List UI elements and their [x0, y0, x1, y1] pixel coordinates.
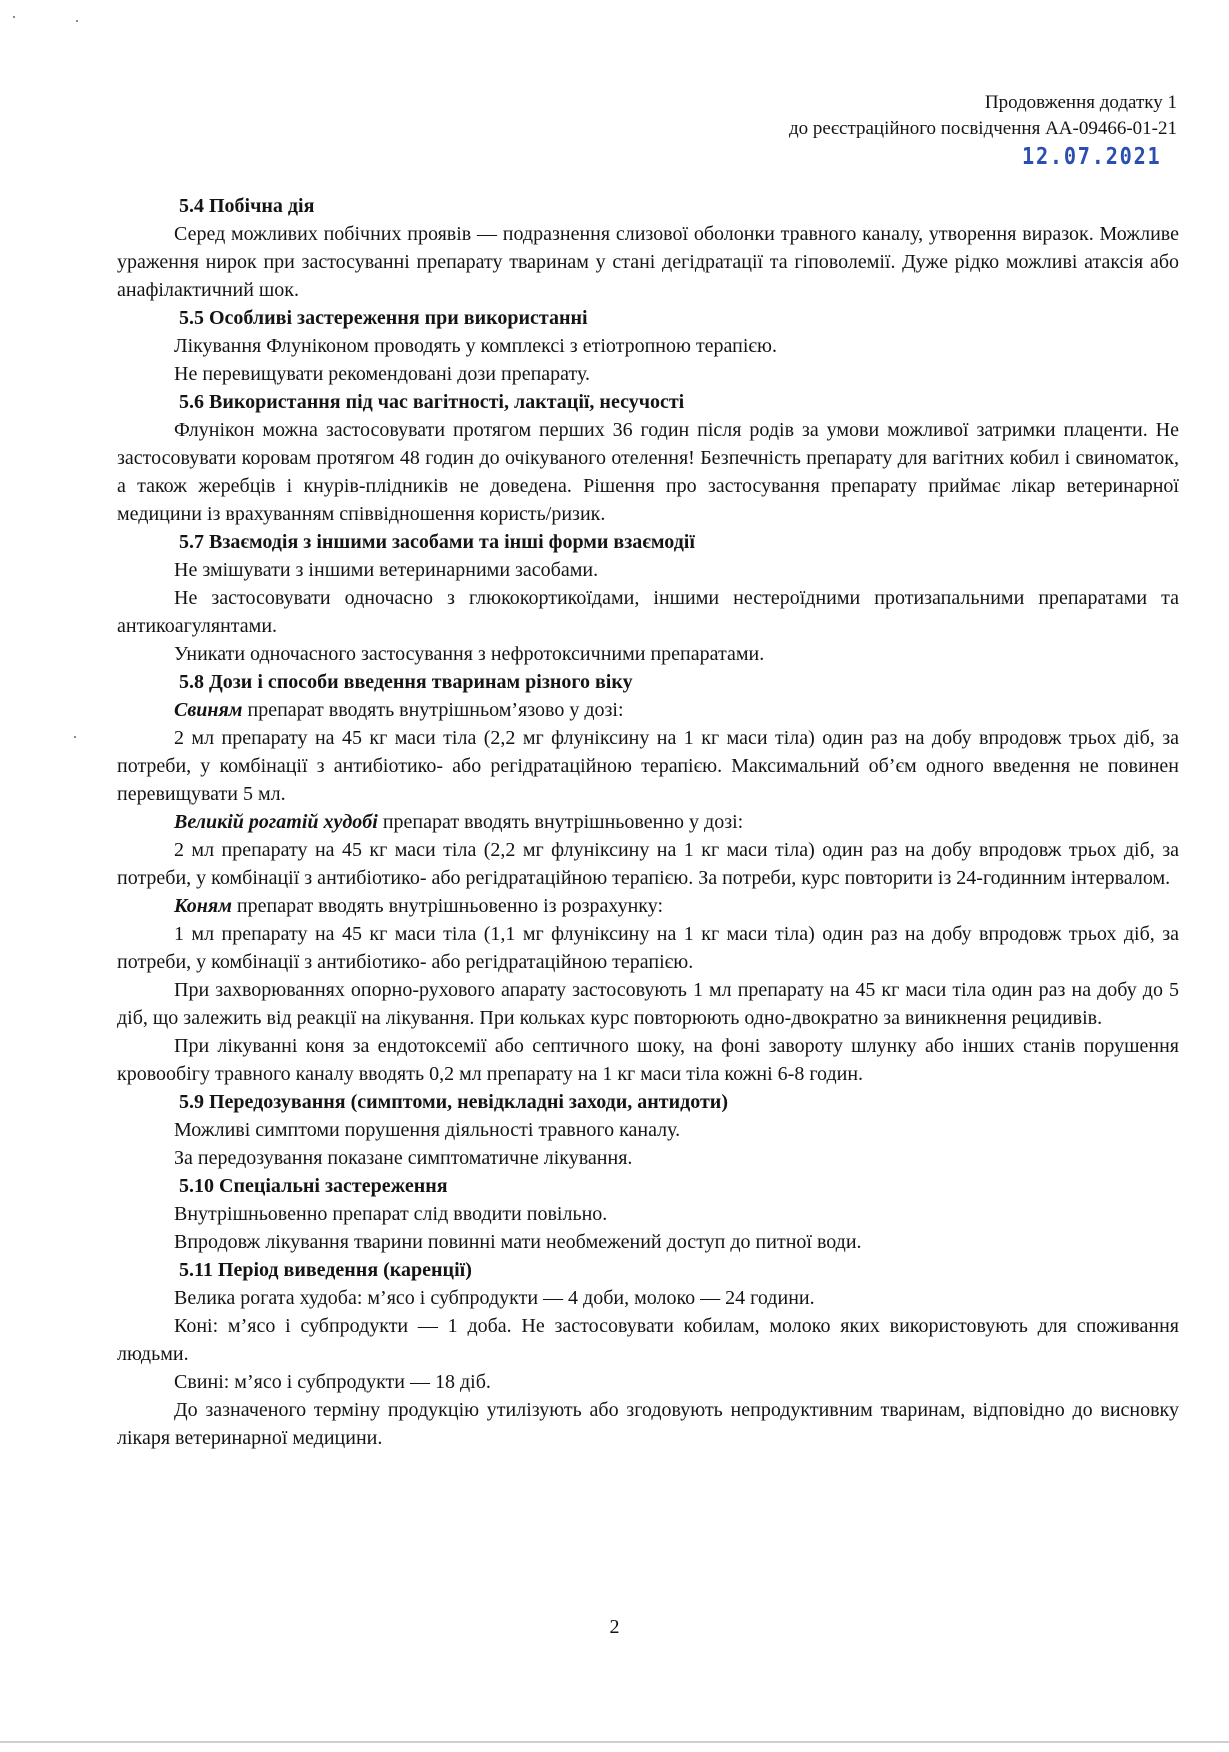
- section-5-5-text-1: Лікування Флуніконом проводять у комплексі з етіотропною терапією.: [174, 335, 777, 357]
- section-5-4-text: Серед можливих побічних проявів — подразнення слизової оболонки травного каналу, утворення виразок. Можливе ураження нирок при застосуванні препарату тваринам у стані дегідратації та гіповолемії. Дуже рідко можливі атаксія або анафілактичний шок.: [117, 223, 1179, 301]
- musculoskeletal-text: При захворюваннях опорно-рухового апарату застосовують 1 мл препарату на 45 кг маси тіла один раз на добу до 5 діб, що залежить від реакції на лікування. При кольках курс повторюють одно-двократно за виникнення рецидивів.: [117, 979, 1179, 1029]
- horses-dose: 1 мл препарату на 45 кг маси тіла (1,1 мг флуніксину на 1 кг маси тіла) один раз на добу впродовж трьох діб, за потреби, у комбінації з антибіотико- або регідратаційною терапією.: [117, 923, 1179, 973]
- scan-speck: [74, 736, 76, 738]
- section-5-11-text-3: Свині: м’ясо і субпродукти — 18 діб.: [174, 1371, 491, 1393]
- page-number: 2: [609, 1616, 620, 1638]
- section-5-4-heading: 5.4 Побічна дія: [179, 195, 315, 217]
- section-5-11-text-2: Коні: м’ясо і субпродукти — 1 доба. Не застосовувати кобилам, молоко яких використовують для споживання людьми.: [117, 1315, 1179, 1365]
- section-5-10-heading: 5.10 Спеціальні застереження: [179, 1175, 448, 1197]
- section-5-11-text-4: До зазначеного терміну продукцію утилізують або згодовують непродуктивним тваринам, відповідно до висновку лікаря ветеринарної медицини.: [117, 1399, 1179, 1449]
- pigs-intro: [117, 696, 1179, 724]
- section-5-9-heading: 5.9 Передозування (симптоми, невідкладні заходи, антидоти): [179, 1091, 728, 1113]
- document-body: [117, 192, 1179, 1452]
- scan-speck: [13, 16, 15, 18]
- section-5-7-heading: 5.7 Взаємодія з іншими засобами та інші форми взаємодії: [179, 531, 695, 553]
- section-5-6-heading: 5.6 Використання під час вагітності, лактації, несучості: [179, 391, 685, 413]
- section-5-11-text-1: Велика рогата худоба: м’ясо і субпродукти — 4 доби, молоко — 24 години.: [174, 1287, 815, 1309]
- pigs-dose: 2 мл препарату на 45 кг маси тіла (2,2 мг флуніксину на 1 кг маси тіла) один раз на добу впродовж трьох діб, за потреби, у комбінації з антибіотико- або регідратаційною терапією. Максимальний об’єм одного введення не повинен перевищувати 5 мл.: [117, 727, 1179, 805]
- cattle-intro: [117, 808, 1179, 836]
- date-stamp: 12.07.2021: [1021, 144, 1161, 170]
- cattle-dose: 2 мл препарату на 45 кг маси тіла (2,2 мг флуніксину на 1 кг маси тіла) один раз на добу впродовж трьох діб, за потреби, у комбінації з антибіотико- або регідратаційною терапією. За потреби, курс повторити із 24-годинним інтервалом.: [117, 839, 1179, 889]
- section-5-10-text-1: Внутрішньовенно препарат слід вводити повільно.: [174, 1203, 608, 1225]
- section-5-9-text-2: За передозування показане симптоматичне лікування.: [174, 1147, 633, 1169]
- horses-intro: [117, 892, 1179, 920]
- pigs-label: Свиням: [174, 699, 243, 721]
- pigs-intro-text: препарат вводять внутрішньом’язово у дозі:: [242, 699, 624, 721]
- section-5-10-text-2: Впродовж лікування тварини повинні мати необмежений доступ до питної води.: [174, 1231, 862, 1253]
- horses-label: Коням: [174, 895, 232, 917]
- section-5-8-heading: 5.8 Дози і способи введення тваринам різного віку: [179, 671, 633, 693]
- header-line-1: Продовження додатку 1: [984, 92, 1177, 113]
- section-5-7-text-1: Не змішувати з іншими ветеринарними засобами.: [174, 559, 599, 581]
- header-line-2: до реєстраційного посвідчення АА-09466-01-21: [789, 118, 1177, 139]
- section-5-7-text-3: Уникати одночасного застосування з нефротоксичними препаратами.: [174, 643, 765, 665]
- section-5-5-heading: 5.5 Особливі застереження при використанні: [179, 307, 588, 329]
- endotoxemia-text: При лікуванні коня за ендотоксемії або септичного шоку, на фоні завороту шлунку або інших станів порушення кровообігу травного каналу вводять 0,2 мл препарату на 1 кг маси тіла кожні 6-8 годин.: [117, 1035, 1179, 1085]
- section-5-9-text-1: Можливі симптоми порушення діяльності травного каналу.: [174, 1119, 681, 1141]
- section-5-7-text-2: Не застосовувати одночасно з глюкокортикоїдами, іншими нестероїдними протизапальними препаратами та антикоагулянтами.: [117, 587, 1179, 637]
- section-5-5-text-2: Не перевищувати рекомендовані дози препарату.: [174, 363, 591, 385]
- horses-intro-text: препарат вводять внутрішньовенно із розрахунку:: [231, 895, 664, 917]
- cattle-intro-text: препарат вводять внутрішньовенно у дозі:: [377, 811, 744, 833]
- section-5-6-text: Флунікон можна застосовувати протягом перших 36 годин після родів за умови можливої затримки плаценти. Не застосовувати коровам протягом 48 годин до очікуваного отелення! Безпечність препарату для вагітних кобил і свиноматок, а також жеребців і кнурів-плідників не доведена. Рішення про застосування препарату приймає лікар ветеринарної медицини із врахуванням співвідношення користь/ризик.: [117, 419, 1179, 525]
- scan-speck: [76, 20, 78, 22]
- cattle-label: Великій рогатій худобі: [174, 811, 378, 833]
- section-5-11-heading: 5.11 Період виведення (каренції): [179, 1259, 472, 1281]
- scan-bottom-edge: [0, 1741, 1229, 1743]
